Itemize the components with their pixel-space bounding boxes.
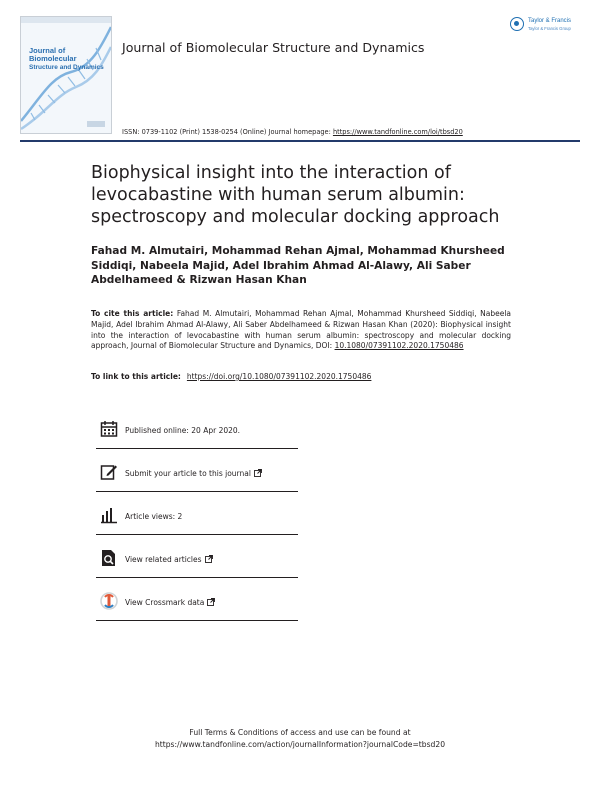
issn-line [122, 128, 463, 136]
article-authors: Fahad M. Almutairi, Mohammad Rehan Ajmal, Mohammad Khursheed Siddiqi, Nabeela Majid, Adel Ibrahim Ahmad Al-Alawy, Ali Saber Abdelhameed & Rizwan Hasan Khan [91, 245, 505, 286]
search-document-icon [100, 549, 118, 567]
header-divider [20, 140, 580, 142]
article-doi-url[interactable]: https://doi.org/10.1080/07391102.2020.1750486 [186, 372, 372, 381]
journal-homepage-link[interactable]: https://www.tandfonline.com/loi/tbsd20 [332, 128, 463, 136]
citation-label: To cite this article: [91, 309, 174, 318]
published-online-label: Published online: 20 Apr 2020. [125, 426, 241, 435]
cover-title: Journal of Biomolecular [29, 46, 77, 63]
issn-text: ISSN: 0739-1102 (Print) 1538-0254 (Online) Journal homepage: [122, 128, 333, 136]
citation-block [91, 309, 511, 352]
article-views-label: Article views: 2 [125, 512, 183, 521]
citation-doi-link[interactable]: 10.1080/07391102.2020.1750486 [334, 341, 464, 351]
journal-title: Journal of Biomolecular Structure and Dynamics [122, 40, 425, 55]
footer-terms-link[interactable]: https://www.tandfonline.com/action/journalInformation?journalCode=tbsd20 [154, 739, 446, 749]
crossmark-text: View Crossmark data [125, 598, 205, 607]
cover-subtitle: Structure and Dynamics [29, 64, 104, 71]
external-link-icon [254, 469, 262, 477]
journal-cover-image [20, 16, 112, 134]
submit-article-text: Submit your article to this journal [125, 469, 251, 478]
calendar-icon [100, 420, 118, 438]
crossmark-label[interactable] [125, 598, 215, 607]
related-articles-text: View related articles [125, 555, 202, 564]
publisher-logo-name: Taylor & Francis [528, 18, 572, 24]
external-link-icon [207, 598, 215, 606]
publisher-logo-tagline: Taylor & Francis Group [528, 26, 571, 31]
related-articles-item[interactable] [96, 541, 298, 578]
article-views-item [96, 498, 298, 535]
footer-terms [0, 727, 600, 750]
citation-text: Fahad M. Almutairi, Mohammad Rehan Ajmal, Mohammad Khursheed Siddiqi, Nabeela Majid, Adel Ibrahim Ahmad Al-Alawy, Ali Saber Abdelhameed & Rizwan Hasan Khan (2020): Biophysical insight into the interaction of levocabastine with human serum albumin: spectroscopy and molecular docking approach, Journal of Biomolecular Structure and Dynamics, DOI: [91, 309, 511, 351]
external-link-icon [205, 555, 213, 563]
publisher-logo [510, 16, 588, 36]
submit-article-label[interactable] [125, 469, 262, 478]
published-online-item [96, 412, 298, 449]
article-title: Biophysical insight into the interaction of levocabastine with human serum albumin: spectroscopy and molecular docking approach [91, 163, 500, 227]
article-link-line [91, 372, 371, 381]
crossmark-item[interactable] [96, 584, 298, 621]
edit-icon [100, 463, 118, 481]
crossmark-icon [100, 592, 118, 610]
publisher-logo-icon [510, 17, 524, 31]
article-link-label: To link to this article: [91, 372, 181, 381]
footer-line-1: Full Terms & Conditions of access and use can be found at [189, 728, 411, 737]
submit-article-item[interactable] [96, 455, 298, 492]
bar-chart-icon [100, 506, 118, 524]
related-articles-label[interactable] [125, 555, 213, 564]
article-info-list [96, 412, 298, 627]
